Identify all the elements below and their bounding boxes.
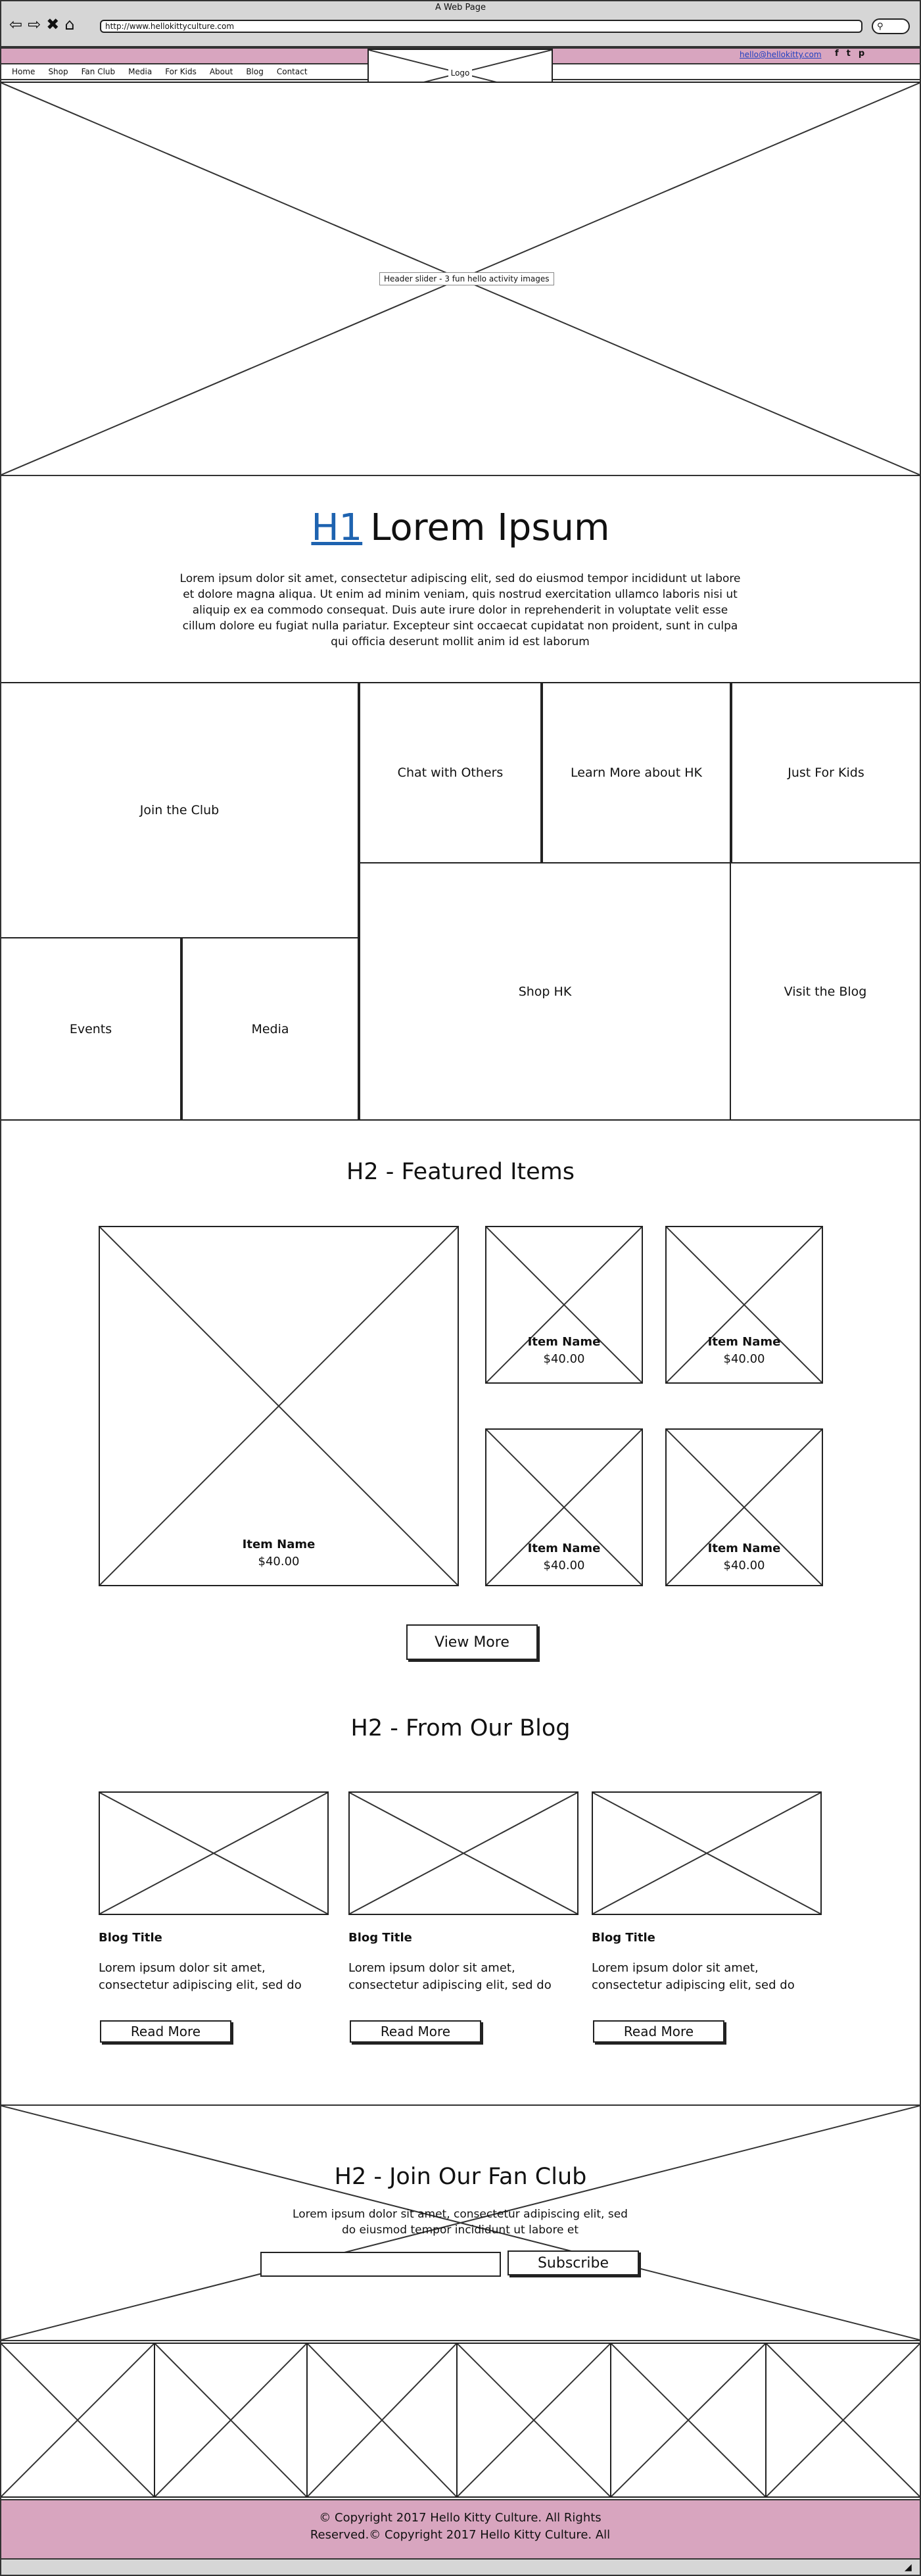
item-price: $40.00 [543,1352,585,1366]
view-more-button[interactable]: View More [406,1624,538,1660]
blog-heading: H2 - From Our Blog [350,1715,571,1741]
gallery-image[interactable] [765,2343,921,2498]
item-name: Item Name [242,1538,316,1551]
nav-blog[interactable]: Blog [246,67,264,76]
nav-for-kids[interactable]: For Kids [165,67,197,76]
item-caption [667,1540,822,1574]
tile-shop[interactable]: Shop HK [359,862,731,1121]
item-price: $40.00 [723,1352,765,1366]
nav-contact[interactable]: Contact [276,67,308,76]
home-icon[interactable]: ⌂ [64,15,75,34]
fan-club-heading: H2 - Join Our Fan Club [334,2164,587,2190]
item-name: Item Name [707,1542,781,1555]
h1-tag: H1 [311,506,363,549]
item-name: Item Name [527,1335,601,1349]
gallery-image[interactable] [0,2343,155,2498]
email-link[interactable]: hello@hellokitty.com [740,50,822,59]
twitter-icon[interactable]: t [846,49,851,59]
blog-image[interactable] [592,1791,822,1915]
footer-copyright: © Copyright 2017 Hello Kitty Culture. All Rights Reserved.© Copyright 2017 Hello Kitty Culture. All [310,2511,611,2542]
read-more-button[interactable]: Read More [593,2020,724,2043]
gallery-image[interactable] [306,2343,458,2498]
nav-media[interactable]: Media [128,67,153,76]
resize-handle-icon[interactable]: ◢ [905,2562,912,2573]
social-links [835,49,864,59]
item-price: $40.00 [723,1559,765,1572]
logo-label: Logo [448,68,473,78]
url-bar[interactable]: http://www.hellokittyculture.com [100,20,862,33]
item-price: $40.00 [258,1555,300,1568]
blog-title[interactable]: Blog Title [348,1931,412,1945]
featured-item-large[interactable] [99,1226,459,1586]
blog-title[interactable]: Blog Title [592,1931,655,1945]
hero-slider-label: Header slider - 3 fun hello activity images [379,272,554,285]
image-gallery [0,2343,921,2498]
browser-nav-buttons [9,14,75,34]
email-field[interactable] [260,2252,501,2277]
window-title: A Web Page [435,3,486,12]
nav-fan-club[interactable]: Fan Club [81,67,116,76]
read-more-button[interactable]: Read More [100,2020,231,2043]
blog-excerpt: Lorem ipsum dolor sit amet, consectetur adipiscing elit, sed do [592,1961,795,1992]
tile-media[interactable]: Media [181,937,359,1121]
item-caption [100,1536,458,1570]
tile-events[interactable]: Events [0,937,181,1121]
tile-join-club[interactable]: Join the Club [0,682,359,938]
browser-search-button[interactable] [872,18,910,34]
nav-home[interactable]: Home [12,67,35,76]
blog-image[interactable] [99,1791,329,1915]
featured-heading: H2 - Featured Items [346,1159,575,1185]
item-caption [486,1540,642,1574]
item-name: Item Name [707,1335,781,1349]
pinterest-icon[interactable]: p [858,49,865,59]
item-caption [486,1334,642,1368]
blog-title[interactable]: Blog Title [99,1931,162,1945]
tile-learn-more[interactable]: Learn More about HK [542,682,731,863]
featured-item[interactable] [485,1428,643,1586]
read-more-button[interactable]: Read More [350,2020,481,2043]
featured-item[interactable] [665,1428,823,1586]
browser-status-bar [0,2560,921,2576]
search-icon: ⚲ [877,21,884,32]
item-name: Item Name [527,1542,601,1555]
featured-item[interactable] [665,1226,823,1384]
subscribe-button[interactable]: Subscribe [508,2250,639,2275]
item-price: $40.00 [543,1559,585,1572]
blog-image[interactable] [348,1791,579,1915]
gallery-image[interactable] [456,2343,611,2498]
fan-club-paragraph: Lorem ipsum dolor sit amet, consectetur adipiscing elit, sed do eiusmod tempor incididunt ut labore et [293,2208,628,2237]
gallery-image[interactable] [154,2343,308,2498]
tile-chat[interactable]: Chat with Others [359,682,542,863]
nav-shop[interactable]: Shop [48,67,68,76]
facebook-icon[interactable]: f [835,49,839,59]
blog-excerpt: Lorem ipsum dolor sit amet, consectetur adipiscing elit, sed do [348,1961,552,1992]
hero-slider[interactable] [0,82,921,476]
nav-about[interactable]: About [209,67,233,76]
h1-text: Lorem Ipsum [370,506,610,549]
tile-just-for-kids[interactable]: Just For Kids [731,682,921,863]
blog-excerpt: Lorem ipsum dolor sit amet, consectetur adipiscing elit, sed do [99,1961,302,1992]
tile-visit-blog[interactable]: Visit the Blog [730,862,921,1121]
intro-paragraph: Lorem ipsum dolor sit amet, consectetur adipiscing elit, sed do eiusmod tempor incididunt ut labore et dolore magna aliqua. Ut enim ad minim veniam, quis nostrud exercitation ullamco laboris nisi ut aliquip ex ea commodo consequat. Duis aute irure dolor in reprehenderit in voluptate velit esse cillum dolore eu fugiat nulla pariatur. Excepteur sint occaecat cupidatat non proident, sunt in culpa qui officia deserunt mollit anim id est laborum [179,572,741,648]
close-icon[interactable]: ✖ [46,15,60,34]
back-icon[interactable]: ⇦ [9,15,23,34]
item-caption [667,1334,822,1368]
featured-item[interactable] [485,1226,643,1384]
page-title [0,506,921,549]
forward-icon[interactable]: ⇨ [28,15,41,34]
gallery-image[interactable] [610,2343,767,2498]
